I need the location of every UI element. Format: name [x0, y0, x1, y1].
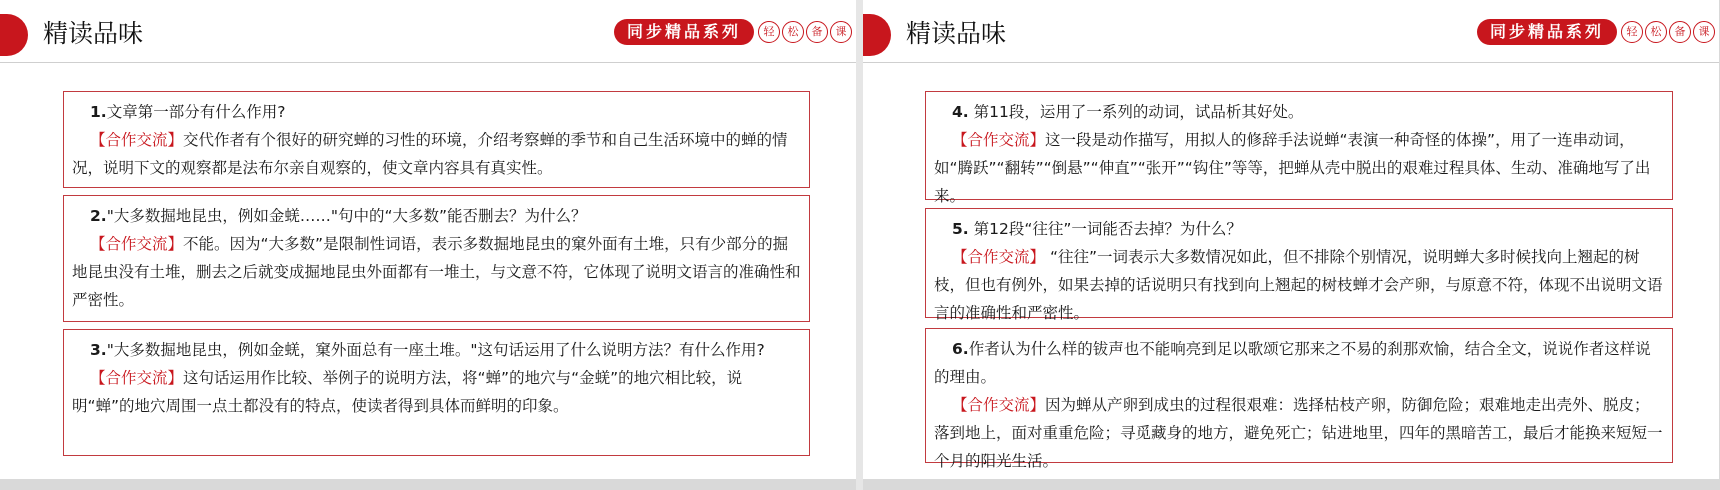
- seal-stamp: 轻: [1621, 21, 1643, 43]
- cooperation-tag: 【合作交流】: [90, 235, 184, 253]
- title-accent-shape: [863, 14, 891, 56]
- header-divider: [863, 62, 1719, 63]
- seal-stamp: 课: [830, 21, 852, 43]
- question-text: 3."大多数掘地昆虫，例如金蜣，窠外面总有一座土堆。"这句话运用了什么说明方法？有什么作用?: [90, 341, 765, 359]
- slide-right: [863, 0, 1719, 479]
- answer-text: 【合作交流】交代作者有个很好的研究蝉的习性的环境，介绍考察蝉的季节和自己生活环境中的蝉的情况，说明下文的观察都是法布尔亲自观察的，使文章内容具有真实性。: [72, 131, 788, 177]
- seal-stamp: 备: [1669, 21, 1691, 43]
- series-badge: 同步精品系列: [614, 19, 754, 45]
- question-text: 6.作者认为什么样的钹声也不能响亮到足以歌颂它那来之不易的刹那欢愉，结合全文，说说作者这样说的理由。: [934, 340, 1651, 386]
- slide-divider: [856, 0, 863, 490]
- qa-card-3: [63, 329, 810, 456]
- seal-stamp: 备: [806, 21, 828, 43]
- answer-text: 【合作交流】这一段是动作描写，用拟人的修辞手法说蝉“表演一种奇怪的体操”，用了一连串动词，如“腾跃”“翻转”“倒悬”“伸直”“张开”“钩住”等等，把蝉从壳中脱出的艰难过程具体、生动、准确地写了出来。: [934, 131, 1651, 205]
- cooperation-tag: 【合作交流】: [90, 131, 184, 149]
- seal-stamp: 松: [782, 21, 804, 43]
- cooperation-tag: 【合作交流】: [90, 369, 184, 387]
- answer-text: 【合作交流】因为蝉从产卵到成虫的过程很艰难：选择枯枝产卵，防御危险；艰难地走出壳外、脱皮；落到地上，面对重重危险；寻觅藏身的地方，避免死亡；钻进地里，四年的黑暗苦工，最后才能换来短短一个月的阳光生活。: [934, 396, 1663, 470]
- question-text: 5. 第12段“往往”一词能否去掉？为什么？: [952, 220, 1242, 238]
- qa-card-6: [925, 328, 1673, 470]
- answer-text: 【合作交流】这句话运用作比较、举例子的说明方法，将“蝉”的地穴与“金蜣”的地穴相比较，说明“蝉”的地穴周围一点土都没有的特点，使读者得到具体而鲜明的印象。: [72, 369, 743, 415]
- cooperation-tag: 【合作交流】: [952, 396, 1046, 414]
- answer-text: 【合作交流】 “往往”一词表示大多数情况如此，但不排除个别情况，说明蝉大多时候找向上翘起的树枝，但也有例外，如果去掉的话说明只有找到向上翘起的树枝蝉才会产卵，与原意不符，体现不出说明文语言的准确性和严密性。: [934, 248, 1663, 322]
- question-text: 2."大多数掘地昆虫，例如金蜣……"句中的“大多数”能否删去？为什么？: [90, 207, 587, 225]
- seal-stamp: 松: [1645, 21, 1667, 43]
- title-accent-shape: [0, 14, 28, 56]
- seal-row: [1621, 21, 1715, 43]
- header-divider: [0, 62, 856, 63]
- seal-stamp: 轻: [758, 21, 780, 43]
- qa-card-4: [925, 91, 1673, 205]
- qa-card-1: [63, 91, 810, 188]
- answer-text: 【合作交流】不能。因为“大多数”是限制性词语，表示多数掘地昆虫的窠外面有土堆，只有少部分的掘地昆虫没有土堆，删去之后就变成掘地昆虫外面都有一堆土，与文意不符，它体现了说明文语言的准确性和严密性。: [72, 235, 801, 309]
- qa-card-2: [63, 195, 810, 322]
- qa-card-5: [925, 208, 1673, 322]
- cooperation-tag: 【合作交流】: [952, 248, 1046, 266]
- series-badge: 同步精品系列: [1477, 19, 1617, 45]
- cooperation-tag: 【合作交流】: [952, 131, 1046, 149]
- slide-left: [0, 0, 856, 479]
- seal-stamp: 课: [1693, 21, 1715, 43]
- page-title: 精读品味: [43, 19, 144, 48]
- seal-row: [758, 21, 852, 43]
- question-text: 4. 第11段，运用了一系列的动词，试品析其好处。: [952, 103, 1304, 121]
- question-text: 1.文章第一部分有什么作用?: [90, 103, 286, 121]
- page-title: 精读品味: [906, 19, 1007, 48]
